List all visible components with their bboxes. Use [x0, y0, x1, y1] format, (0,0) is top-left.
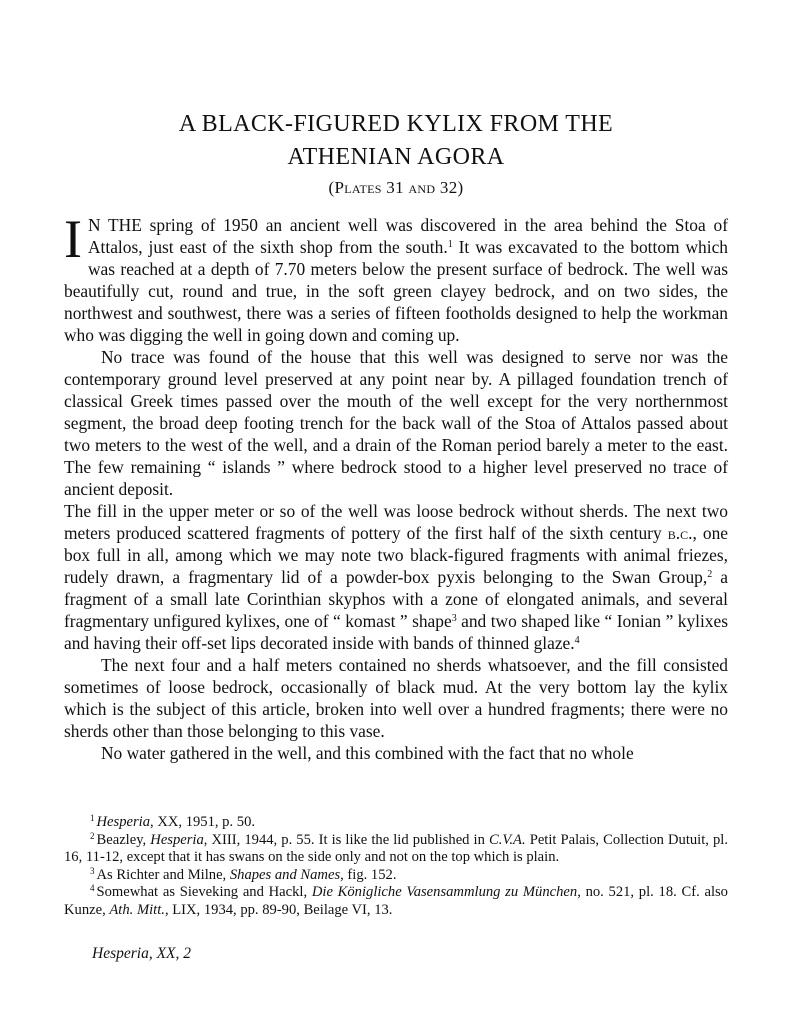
footnote-ref-3: 3: [451, 613, 457, 624]
paragraph-2: No trace was found of the house that this well was designed to serve nor was the contemporary ground level preserved at any point near by. A pillaged foundation trench of classical Greek times passed over the mouth of the well except for the very northernmost segment, the broad deep footing trench for the back wall of the Stoa of Attalos passed about two meters to the west of the well, and a drain of the Roman period barely a meter to the east. The few remaining “ islands ” where bedrock stood to a higher level preserved no trace of ancient deposit.: [64, 347, 728, 499]
drop-cap: I: [64, 209, 82, 269]
p3-text-d: and two shaped like “ Ionian ” kylixes and having their off-set lips decorated inside with bands of thinned glaze.: [64, 611, 728, 653]
footnote-number: 1: [90, 813, 95, 823]
journal-footer: Hesperia, XX, 2: [92, 945, 192, 962]
footnote-number: 3: [90, 865, 95, 876]
footnote-text: Beazley,: [96, 831, 151, 848]
title-line-2: ATHENIAN AGORA: [287, 144, 505, 170]
footnote-text: , XX, 1951, p. 50.: [150, 814, 256, 830]
footnote-journal: Hesperia: [150, 831, 204, 848]
p3-text-c: a fragment of a small late Corinthian skyphos with a zone of elongated animals, and several fragmentary unfigured kylixes, one of “ komast ” shape: [64, 567, 728, 631]
article-title: [120, 108, 672, 174]
footnotes: [64, 814, 728, 919]
footnote-book: Shapes and Names: [229, 866, 341, 883]
footnote-ref-1: 1: [447, 239, 453, 250]
footnote-text: Petit Palais, Collection Dutuit, pl. 16, 11-12, except that it has swans on the side only and not on the top which is plain.: [64, 831, 728, 865]
footnote-ref-2: 2: [707, 569, 713, 580]
article-body: [64, 209, 728, 764]
footnote-journal: Hesperia: [96, 814, 151, 830]
footnote-text: Somewhat as Sieveking and Hackl,: [96, 884, 312, 900]
footnote-2: [64, 832, 728, 867]
footnote-journal: Ath. Mitt.: [109, 901, 165, 918]
paragraph-5: No water gathered in the well, and this combined with the fact that no whole: [101, 743, 634, 763]
p3-bc: b.c.: [667, 523, 693, 543]
footnote-text: , XIII, 1944, p. 55. It is like the lid published in: [203, 831, 489, 848]
title-line-1: A BLACK-FIGURED KYLIX FROM THE: [178, 111, 614, 137]
footnote-text: , no. 521, pl. 18. Cf. also Kunze,: [64, 884, 728, 918]
footnote-1: [64, 814, 728, 832]
p1-text-b: It was excavated to the bottom which was reached at a depth of 7.70 meters below the present surface of bedrock. The well was beautifully cut, round and true, in the soft green clayey bedrock, and on two sides, the northwest and southwest, there was a series of fifteen footholds designed to help the workman who was digging the well in going down and coming up.: [64, 237, 728, 345]
footnote-book: Die Königliche Vasensammlung zu München: [311, 884, 578, 900]
paragraph-1: [64, 209, 728, 346]
p3-text-b: , one box full in all, among which we may note two black-figured fragments with animal friezes, rudely drawn, a fragmentary lid of a powder-box pyxis belonging to the Swan Group,: [64, 523, 728, 587]
paragraph-4: The next four and a half meters contained no sherds whatsoever, and the fill consisted sometimes of loose bedrock, occasionally of black mud. At the very bottom lay the kylix which is the subject of this article, broken into well over a hundred fragments; there were no sherds other than those belonging to this vase.: [64, 655, 728, 741]
p1-text-a: N THE spring of 1950 an ancient well was discovered in the area behind the Stoa of Attalos, just east of the sixth shop from the south.: [87, 215, 728, 257]
footnote-text: , LIX, 1934, pp. 89-90, Beilage VI, 13.: [164, 901, 393, 918]
p3-text-a: The fill in the upper meter or so of the well was loose bedrock without sherds. The next two meters produced scattered fragments of pottery of the first half of the sixth century: [64, 501, 728, 543]
footnote-ref-4: 4: [574, 635, 580, 646]
footnote-text: As Richter and Milne,: [96, 866, 230, 883]
footnote-text: , fig. 152.: [340, 866, 397, 883]
footnote-4: [64, 884, 728, 919]
footnote-journal: C.V.A.: [488, 831, 526, 848]
paragraph-3: [64, 500, 728, 654]
footnote-number: 4: [90, 883, 95, 893]
footnote-3: [64, 867, 728, 885]
plates-subtitle: (Plates 31 and 32): [328, 178, 464, 197]
footnote-number: 2: [90, 830, 95, 841]
